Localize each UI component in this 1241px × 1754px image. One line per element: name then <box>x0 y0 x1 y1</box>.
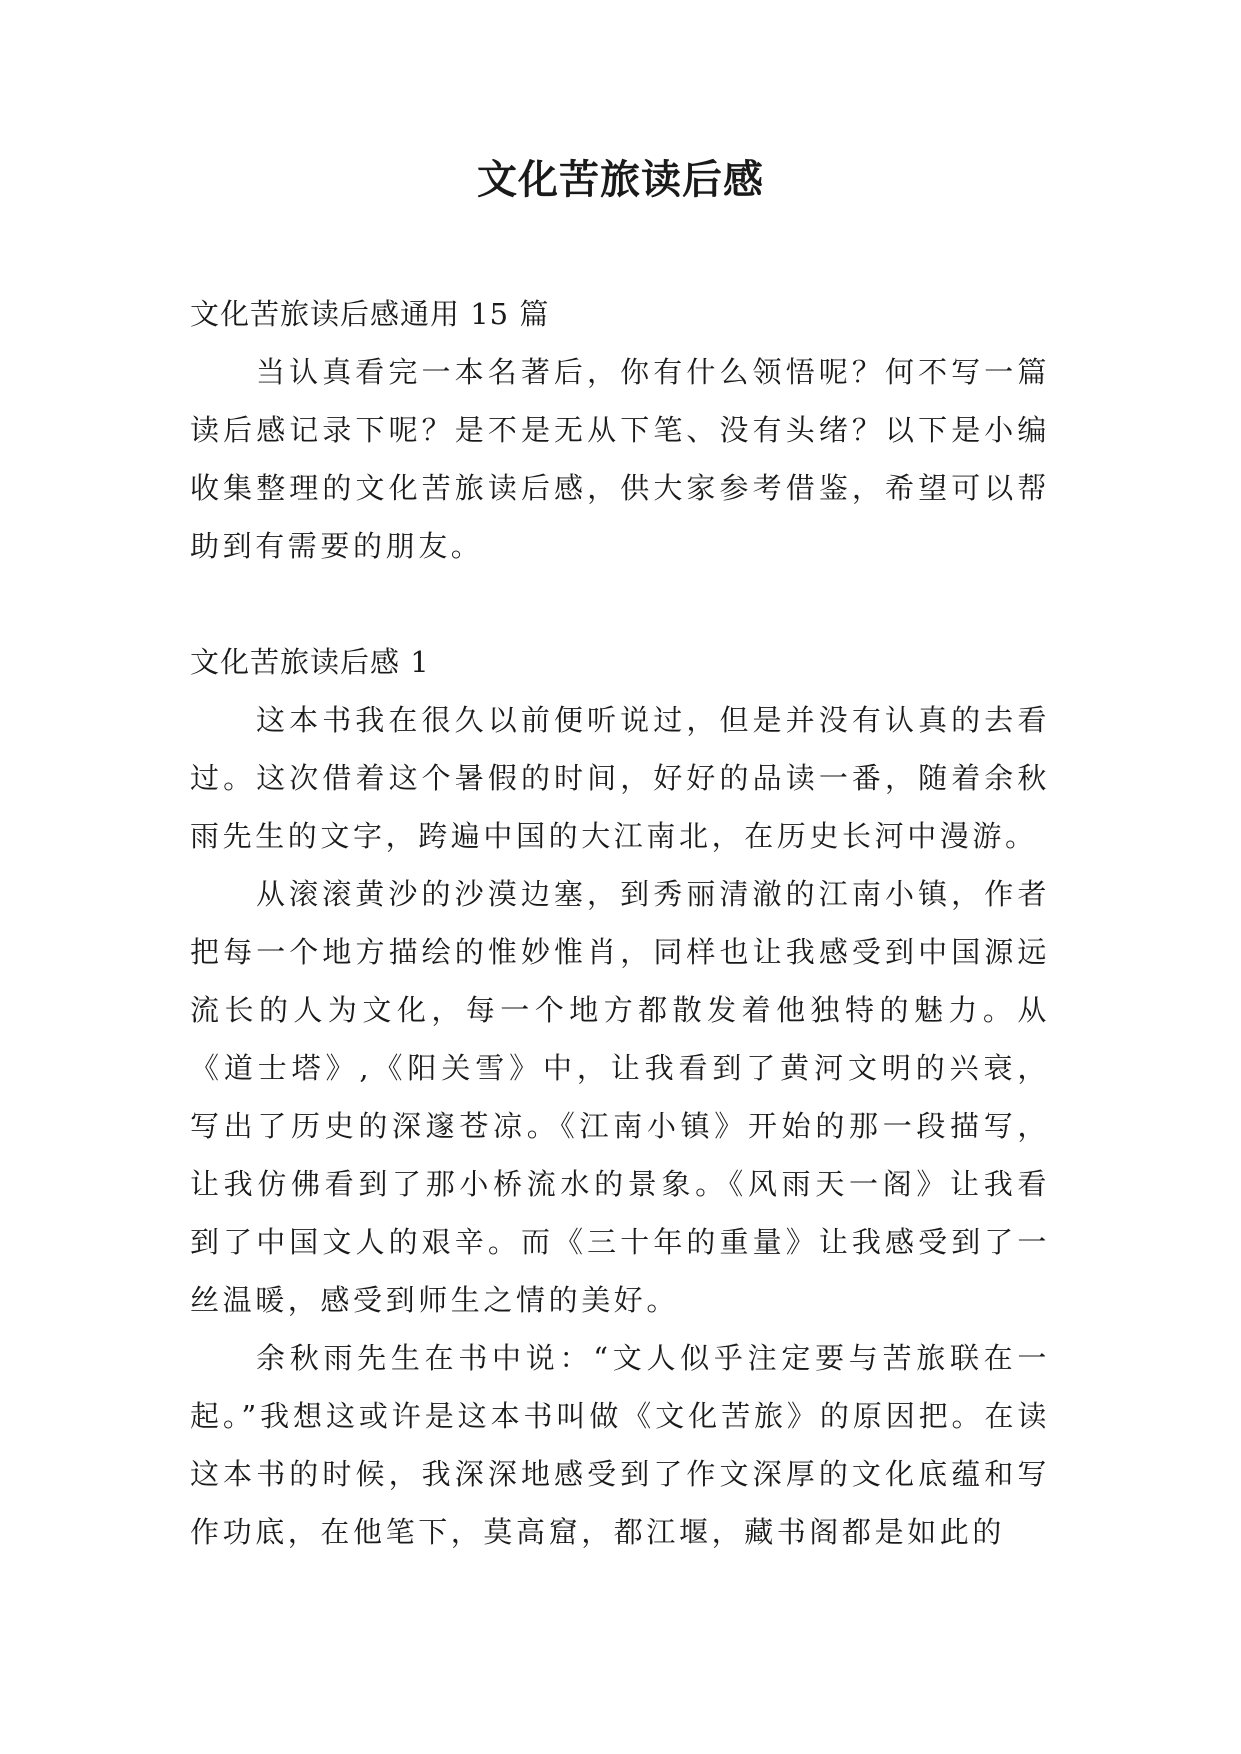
intro-paragraph: 当认真看完一本名著后，你有什么领悟呢？何不写一篇读后感记录下呢？是不是无从下笔、没有头绪？以下是小编收集整理的文化苦旅读后感，供大家参考借鉴，希望可以帮助到有需要的朋友。 <box>190 355 1050 563</box>
paragraph-gap <box>190 575 1050 633</box>
document-subtitle: 文化苦旅读后感通用 15 篇 <box>190 297 550 331</box>
document-body <box>190 285 1050 1561</box>
section-heading: 文化苦旅读后感 1 <box>190 645 430 679</box>
body-paragraph: 这本书我在很久以前便听说过，但是并没有认真的去看过。这次借着这个暑假的时间，好好的品读一番，随着余秋雨先生的文字，跨遍中国的大江南北，在历史长河中漫游。 <box>190 703 1050 853</box>
body-paragraph: 从滚滚黄沙的沙漠边塞，到秀丽清澈的江南小镇，作者把每一个地方描绘的惟妙惟肖，同样也让我感受到中国源远流长的人为文化，每一个地方都散发着他独特的魅力。从《道士塔》,《阳关雪》中，让我看到了黄河文明的兴衰，写出了历史的深邃苍凉。《江南小镇》开始的那一段描写，让我仿佛看到了那小桥流水的景象。《风雨天一阁》让我看到了中国文人的艰辛。而《三十年的重量》让我感受到了一丝温暖，感受到师生之情的美好。 <box>190 877 1050 1317</box>
document-title: 文化苦旅读后感 <box>477 157 764 203</box>
body-paragraph: 余秋雨先生在书中说：“文人似乎注定要与苦旅联在一起。”我想这或许是这本书叫做《文化苦旅》的原因把。在读这本书的时候，我深深地感受到了作文深厚的文化底蕴和写作功底，在他笔下，莫高窟，都江堰，藏书阁都是如此的 <box>190 1341 1050 1549</box>
